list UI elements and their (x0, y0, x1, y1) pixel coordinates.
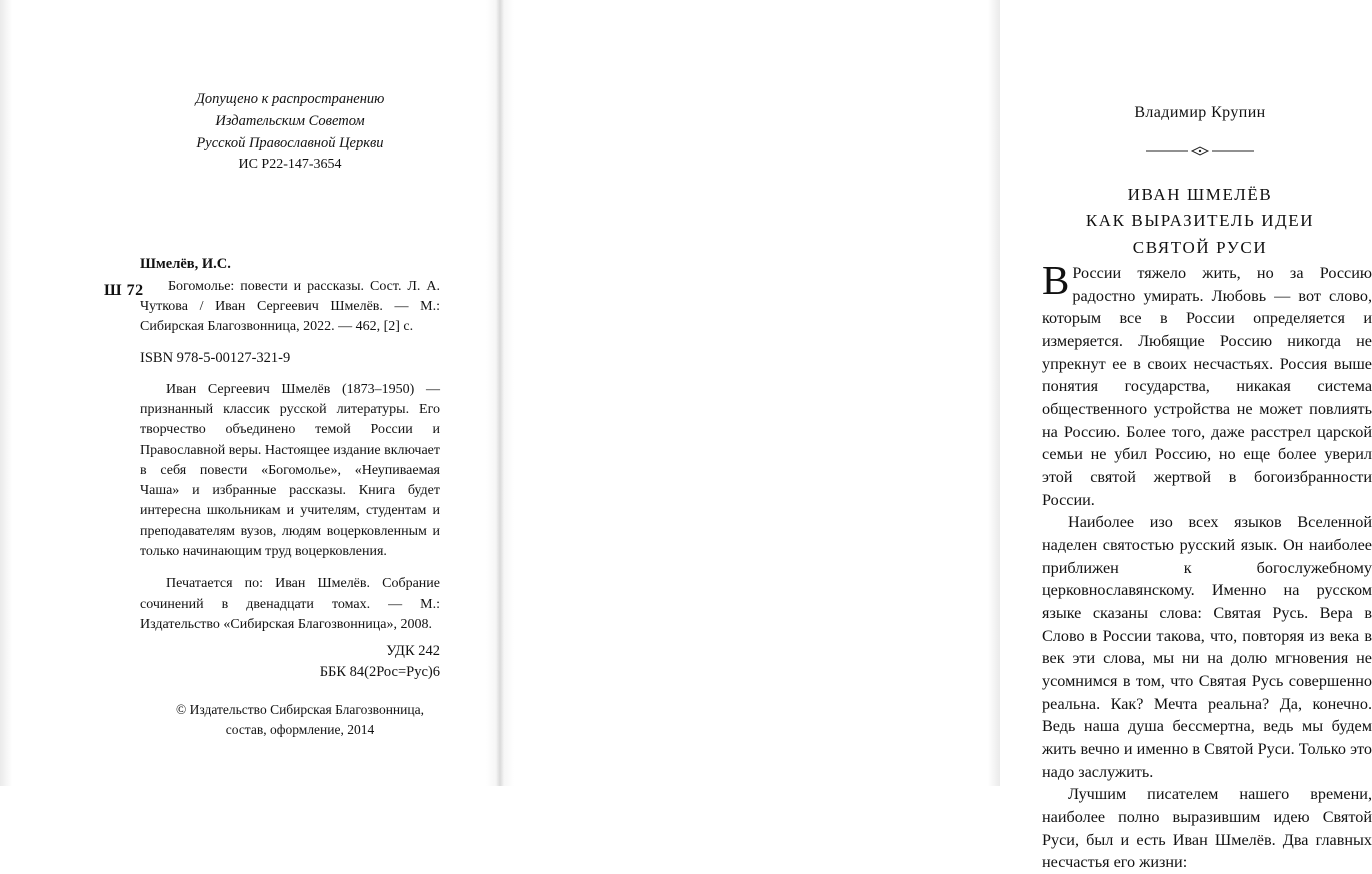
classification-codes (140, 641, 440, 683)
paragraph (1042, 783, 1372, 874)
left-page (0, 0, 500, 786)
article-author: Владимир Крупин (1134, 104, 1266, 121)
copyright-line-2: состав, оформление, 2014 (225, 722, 375, 738)
imprint-approval-code: ИС Р22-147-3654 (238, 157, 342, 173)
article-body (1042, 257, 1372, 874)
paragraph (1042, 511, 1372, 783)
cip-block (140, 256, 440, 683)
article-title-line-2: КАК ВЫРАЗИТЕЛЬ ИДЕИ (1085, 211, 1315, 231)
isbn: ISBN 978-5-00127-321-9 (140, 349, 291, 366)
copyright-block (140, 700, 460, 741)
imprint-line-2: Издательским Советом (215, 113, 365, 130)
imprint-line-1: Допущено к распространению (195, 91, 385, 107)
divider-ornament-icon (1030, 142, 1370, 158)
paragraph-text: России тяжело жить, но за Россию радостно умирать. Любовь — вот слово, которым все в России определяется и измеряется. Любящие Россию никогда не упрекнут ее в своих несчастьях. Россия выше понятия государства, никакая система общественного устройства не может повлиять на Россию. Более того, даже расстрел царской семьи не убил Россию, но еще более уверил этой святой жертвой в богоизбранности России. (1042, 264, 1372, 509)
article-title-line-3: СВЯТОЙ РУСИ (1132, 237, 1268, 257)
copyright-line-1: © Издательство Сибирская Благозвонница, (176, 702, 424, 717)
imprint-block (140, 88, 440, 175)
printed-from-text: Печатается по: Иван Шмелёв. Собрание сочинений в двенадцати томах. — М.: Издательство «Сибирская Благозвонница», 2008. (140, 576, 440, 632)
library-shelf-code: Ш 72 (104, 282, 144, 299)
right-page (500, 0, 1372, 872)
imprint-line-3: Русской Православной Церкви (196, 135, 384, 152)
paragraph-text: Наиболее изо всех языков Вселенной наделен святостью русский язык. Он наиболее приближен к богослужебному церковнославянскому. Именно на русском языке сказаны слова: Святая Русь. Вера в Слово в России такова, что, повторяя из века в век эти слова, мы ни на долю мгновения не усомнимся в том, что Святая Русь совершенно реальна. Как? Мечта реальна? Да, конечно. Ведь наша душа бессмертна, ведь мы будем жить вечно и именно в Святой Руси. Только это надо заслужить. (1042, 513, 1372, 781)
article-title-line-1: ИВАН ШМЕЛЁВ (1127, 185, 1273, 204)
udk-code: УДК 242 (386, 643, 440, 660)
bbk-code: ББК 84(2Рос=Рус)6 (319, 664, 440, 681)
cip-description: Богомолье: повести и рассказы. Сост. Л. А. Чуткова / Иван Сергеевич Шмелёв. — М.: Сибирская Благозвонница, 2022. — 462, [2] с. (140, 279, 440, 334)
cip-author: Шмелёв, И.С. (140, 256, 231, 272)
annotation-text: Иван Сергеевич Шмелёв (1873–1950) — признанный классик русской литературы. Его творчество объединено темой России и Православной веры. Настоящее издание включает в себя повести «Богомолье», «Неупиваемая Чаша» и избранные рассказы. Книга будет интересна школьникам и учителям, студентам и преподавателям вузов, людям воцерковленным и только начинающим труд воцерковления. (140, 381, 440, 559)
paragraph-text: Лучшим писателем нашего времени, наиболее полно выразившим идею Святой Руси, был и есть Иван Шмелёв. Два главных несчастья его жизни: (1042, 785, 1372, 872)
article-title (1030, 182, 1370, 261)
drop-cap: В (1042, 257, 1070, 303)
paragraph (1042, 257, 1372, 511)
